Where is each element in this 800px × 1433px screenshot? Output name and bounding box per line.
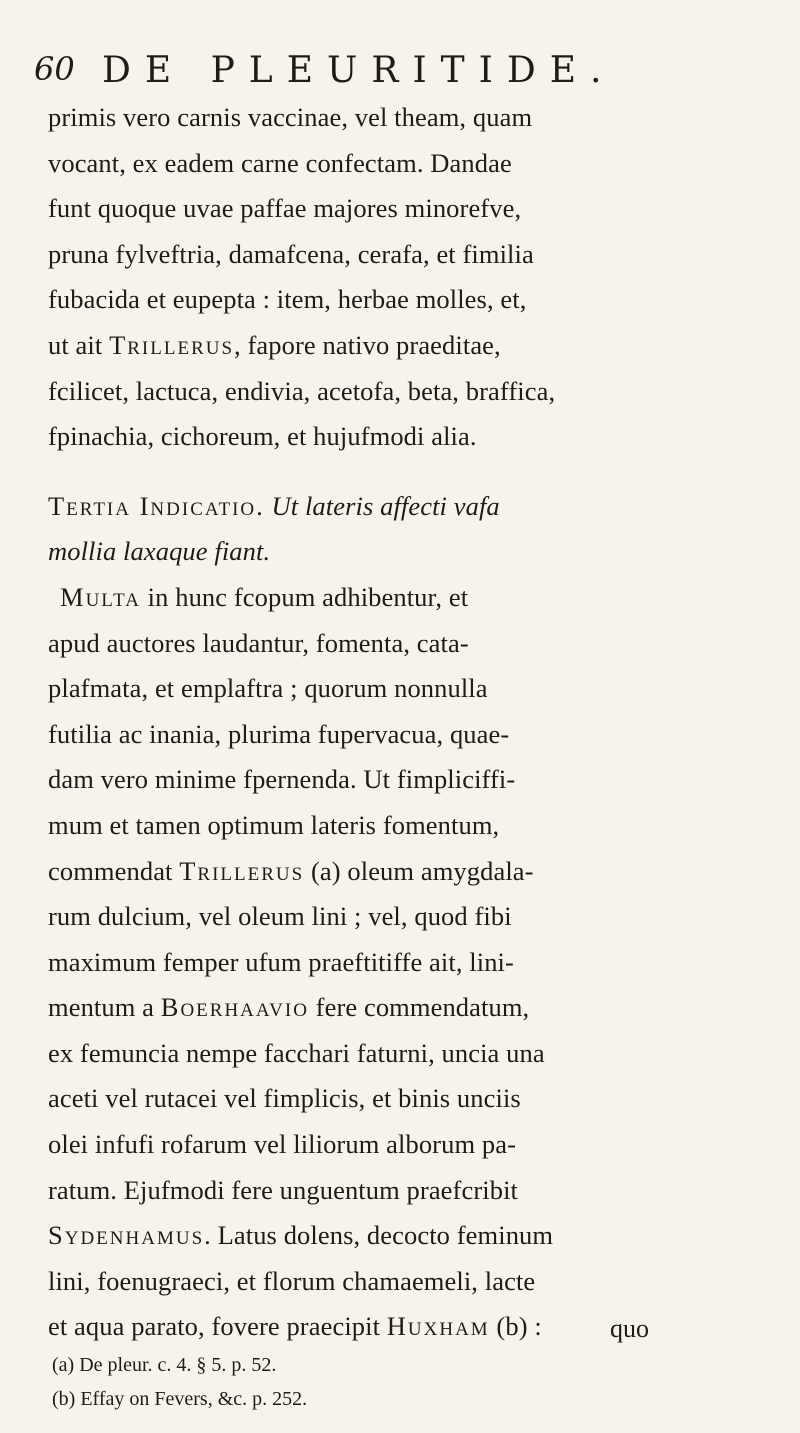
text-line — [48, 985, 768, 1031]
author-name: Trillerus — [109, 329, 235, 360]
text-line: plafmata, et emplaftra ; quorum nonnulla — [48, 673, 488, 704]
text-line: ex femuncia nempe facchari faturni, uncia una — [48, 1037, 545, 1068]
text-line: lini, foenugraeci, et florum chamaemeli, lacte — [48, 1265, 536, 1296]
text-line — [48, 849, 768, 895]
text-body — [48, 95, 768, 1350]
text-run: mentum a — [48, 992, 161, 1023]
text-run: (a) oleum amygdala- — [304, 855, 534, 886]
text-run: fere commendatum, — [308, 992, 530, 1023]
text-line: aceti vel rutacei vel fimplicis, et binis unciis — [48, 1083, 521, 1114]
running-header — [34, 30, 774, 90]
text-line: fcilicet, lactuca, endivia, acetofa, beta, braffica, — [48, 375, 556, 406]
text-line: pruna fylveftria, damafcena, cerafa, et fimilia — [48, 238, 534, 269]
text-line: ratum. Ejufmodi fere unguentum praefcribit — [48, 1174, 518, 1205]
text-line: vocant, ex eadem carne confectam. Dandae — [48, 147, 512, 178]
text-run: in hunc fcopum adhibentur, et — [140, 581, 469, 612]
indicatio-label: Tertia Indicatio. — [48, 490, 265, 521]
text-line: dam vero minime fpernenda. Ut fimpliciffi- — [48, 764, 516, 795]
text-run: , fapore nativo praeditae, — [234, 329, 501, 360]
text-line: primis vero carnis vaccinae, vel theam, quam — [48, 102, 533, 132]
text-line: fubacida et eupepta : item, herbae molles, et, — [48, 284, 527, 315]
indicatio-text: Ut lateris affecti vafa — [271, 490, 500, 521]
author-name: Huxham — [386, 1311, 490, 1342]
text-run: ut ait — [48, 329, 110, 360]
text-run: . Latus dolens, decocto feminum — [204, 1220, 554, 1251]
text-run: (b) : — [489, 1311, 542, 1342]
text-line: futilia ac inania, plurima fupervacua, quae- — [48, 718, 510, 749]
page-number: 60 — [34, 50, 75, 88]
footnote: (a) De pleur. c. 4. § 5. p. 52. — [52, 1354, 277, 1376]
footnote: (b) Effay on Fevers, &c. p. 252. — [52, 1388, 308, 1410]
text-line: mum et tamen optimum lateris fomentum, — [48, 809, 500, 840]
text-line: olei infufi rofarum vel liliorum alborum pa- — [48, 1129, 517, 1160]
paragraph-gap — [48, 460, 768, 484]
text-line — [48, 1304, 768, 1350]
text-line: fpinachia, cichoreum, et hujufmodi alia. — [48, 421, 477, 452]
running-title: DE PLEURITIDE. — [102, 50, 616, 91]
indicatio-text-cont: mollia laxaque fiant. — [48, 536, 271, 567]
text-line: funt quoque uvae paffae majores minorefve, — [48, 193, 522, 224]
text-line: rum dulcium, vel oleum lini ; vel, quod fibi — [48, 901, 512, 932]
author-name: Sydenhamus — [48, 1220, 205, 1251]
text-line: maximum femper ufum praeftitiffe ait, lini- — [48, 946, 514, 977]
catchword: quo — [610, 1314, 649, 1343]
text-run: et aqua parato, fovere praecipit — [48, 1311, 387, 1342]
author-name: Boerhaavio — [160, 992, 309, 1023]
indicatio-heading — [48, 484, 768, 530]
text-line — [48, 323, 768, 369]
text-line — [48, 1213, 768, 1259]
lead-word: Multa — [60, 581, 141, 612]
footnotes — [52, 1348, 752, 1416]
text-run: commendat — [48, 855, 180, 886]
text-line — [48, 575, 768, 621]
text-line: apud auctores laudantur, fomenta, cata- — [48, 627, 469, 658]
author-name: Trillerus — [179, 855, 305, 886]
